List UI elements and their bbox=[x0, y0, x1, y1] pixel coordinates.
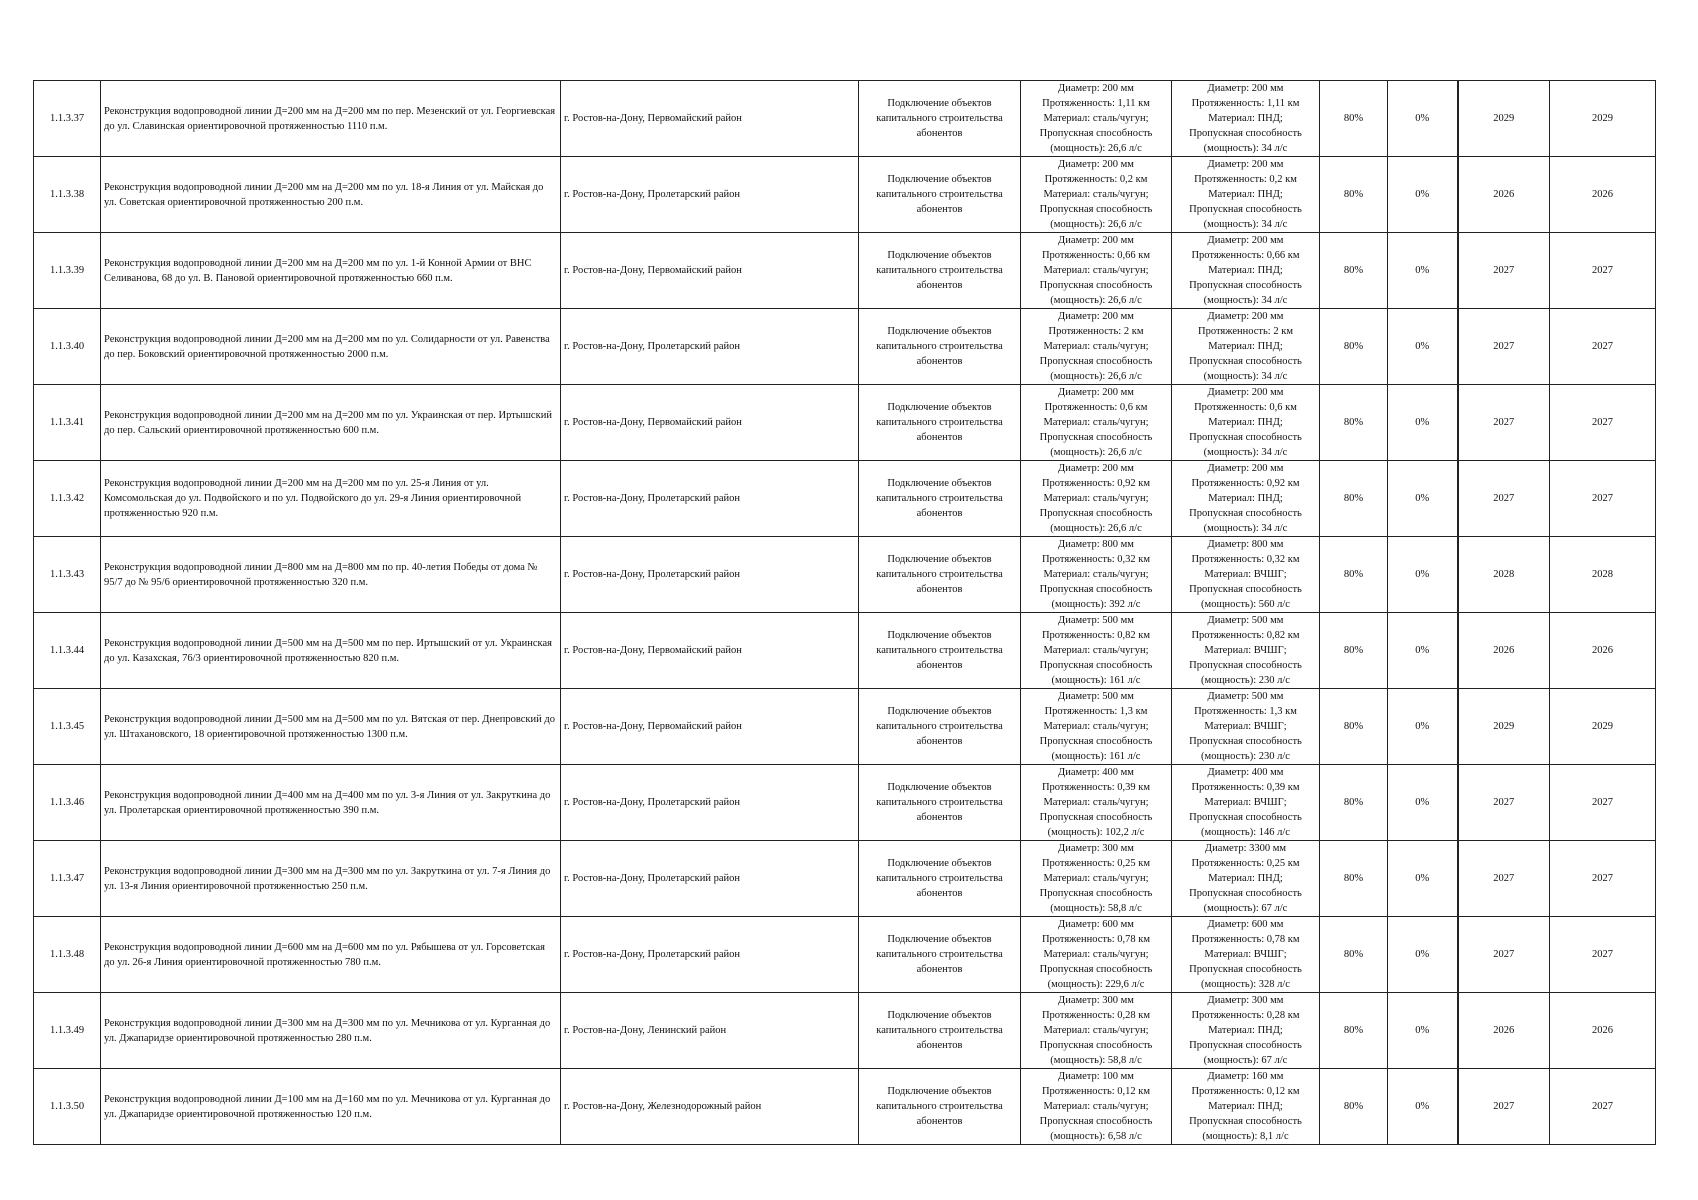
project-purpose: Подключение объектов капитального строительства абонентов bbox=[859, 841, 1021, 917]
spec-before-line: Протяженность: 0,32 км bbox=[1041, 554, 1151, 565]
spec-before-line: (мощность): 392 л/с bbox=[1051, 599, 1141, 610]
spec-before bbox=[1021, 81, 1172, 157]
investment-program-table-sheet bbox=[33, 80, 1655, 1145]
project-purpose: Подключение объектов капитального строительства абонентов bbox=[859, 157, 1021, 233]
project-description: Реконструкция водопроводной линии Д=200 мм на Д=200 мм по ул. Солидарности от ул. Равенства до пер. Боковский ориентировочной протяженностью 2000 п.м. bbox=[101, 309, 561, 385]
project-location: г. Ростов-на-Дону, Первомайский район bbox=[561, 613, 859, 689]
spec-before-line: Пропускная способность bbox=[1039, 660, 1153, 671]
spec-after-line: Диаметр: 800 мм bbox=[1207, 539, 1284, 550]
spec-before-line: Материал: сталь/чугун; bbox=[1043, 797, 1149, 808]
project-description: Реконструкция водопроводной линии Д=200 мм на Д=200 мм по пер. Мезенский от ул. Георгиевская до ул. Славинская ориентировочной протяженностью 1110 п.м. bbox=[101, 81, 561, 157]
table-row bbox=[34, 309, 1656, 385]
spec-after-line: Диаметр: 200 мм bbox=[1207, 159, 1284, 170]
spec-before-line: Диаметр: 300 мм bbox=[1058, 995, 1134, 1006]
table-row bbox=[34, 841, 1656, 917]
spec-after-line: Диаметр: 3300 мм bbox=[1204, 843, 1287, 854]
spec-before-line: Протяженность: 0,28 км bbox=[1041, 1010, 1151, 1021]
spec-after-line: Пропускная способность bbox=[1189, 584, 1302, 595]
percent-2: 0% bbox=[1388, 1069, 1458, 1145]
project-purpose: Подключение объектов капитального строительства абонентов bbox=[859, 613, 1021, 689]
spec-before-line: Протяженность: 0,78 км bbox=[1041, 934, 1151, 945]
spec-after-line: (мощность): 34 л/с bbox=[1203, 143, 1288, 154]
spec-after-line: Пропускная способность bbox=[1189, 660, 1302, 671]
spec-before-line: Материал: сталь/чугун; bbox=[1043, 113, 1149, 124]
percent-1: 80% bbox=[1320, 841, 1388, 917]
spec-after-line: Материал: ПНД; bbox=[1208, 1025, 1283, 1036]
project-description: Реконструкция водопроводной линии Д=500 мм на Д=500 мм по ул. Вятская от пер. Днепровский до ул. Штахановского, 18 ориентировочной протяженностью 1300 п.м. bbox=[101, 689, 561, 765]
spec-before-line: Диаметр: 200 мм bbox=[1058, 159, 1134, 170]
spec-after-line: Пропускная способность bbox=[1189, 432, 1302, 443]
percent-1: 80% bbox=[1320, 537, 1388, 613]
spec-after-line: Пропускная способность bbox=[1189, 1116, 1302, 1127]
spec-after-line: Материал: ВЧШГ; bbox=[1204, 797, 1287, 808]
spec-before-line: Диаметр: 500 мм bbox=[1058, 691, 1134, 702]
year-start: 2027 bbox=[1458, 233, 1550, 309]
spec-after-line: Диаметр: 600 мм bbox=[1207, 919, 1284, 930]
spec-before-line: Протяженность: 0,6 км bbox=[1044, 402, 1148, 413]
spec-after-line: (мощность): 67 л/с bbox=[1203, 903, 1288, 914]
spec-before-line: Диаметр: 300 мм bbox=[1058, 843, 1134, 854]
spec-after-line: Диаметр: 400 мм bbox=[1207, 767, 1284, 778]
spec-before bbox=[1021, 613, 1172, 689]
spec-after-line: Протяженность: 0,25 км bbox=[1191, 858, 1300, 869]
spec-before-line: Диаметр: 800 мм bbox=[1058, 539, 1134, 550]
spec-after-line: Материал: ПНД; bbox=[1208, 493, 1283, 504]
percent-2: 0% bbox=[1388, 689, 1458, 765]
spec-after bbox=[1172, 917, 1320, 993]
percent-1: 80% bbox=[1320, 81, 1388, 157]
spec-before-line: Материал: сталь/чугун; bbox=[1043, 493, 1149, 504]
spec-after-line: Протяженность: 0,78 км bbox=[1191, 934, 1300, 945]
spec-after-line: Пропускная способность bbox=[1189, 356, 1302, 367]
spec-before-line: Пропускная способность bbox=[1039, 584, 1153, 595]
table-row bbox=[34, 613, 1656, 689]
project-purpose: Подключение объектов капитального строительства абонентов bbox=[859, 309, 1021, 385]
spec-after-line: Пропускная способность bbox=[1189, 964, 1302, 975]
spec-before-line: Протяженность: 0,92 км bbox=[1041, 478, 1151, 489]
spec-after-line: Материал: ПНД; bbox=[1208, 265, 1283, 276]
percent-2: 0% bbox=[1388, 993, 1458, 1069]
spec-before-line: Протяженность: 0,39 км bbox=[1041, 782, 1151, 793]
spec-after bbox=[1172, 765, 1320, 841]
project-purpose: Подключение объектов капитального строительства абонентов bbox=[859, 765, 1021, 841]
spec-after-line: Пропускная способность bbox=[1189, 508, 1302, 519]
spec-before-line: Пропускная способность bbox=[1039, 508, 1153, 519]
row-number: 1.1.3.49 bbox=[34, 993, 101, 1069]
project-description: Реконструкция водопроводной линии Д=800 мм на Д=800 мм по пр. 40-летия Победы от дома № 95/7 до № 95/6 ориентировочной протяженностью 320 п.м. bbox=[101, 537, 561, 613]
spec-after-line: Протяженность: 0,12 км bbox=[1191, 1086, 1300, 1097]
year-end: 2027 bbox=[1550, 461, 1656, 537]
spec-before-line: Пропускная способность bbox=[1039, 1116, 1153, 1127]
percent-2: 0% bbox=[1388, 537, 1458, 613]
spec-before-line: (мощность): 161 л/с bbox=[1051, 751, 1141, 762]
spec-before-line: Пропускная способность bbox=[1039, 356, 1153, 367]
year-start: 2027 bbox=[1458, 461, 1550, 537]
percent-1: 80% bbox=[1320, 689, 1388, 765]
row-number: 1.1.3.48 bbox=[34, 917, 101, 993]
spec-after-line: Диаметр: 200 мм bbox=[1207, 311, 1284, 322]
spec-after-line: Материал: ПНД; bbox=[1208, 1101, 1283, 1112]
spec-before bbox=[1021, 309, 1172, 385]
spec-after-line: Материал: ПНД; bbox=[1208, 341, 1283, 352]
project-description: Реконструкция водопроводной линии Д=200 мм на Д=200 мм по ул. 25-я Линия от ул. Комсомольская до ул. Подвойского и по ул. Подвойского до ул. 29-я Линия ориентировочной протяженностью 920 п.м. bbox=[101, 461, 561, 537]
project-description: Реконструкция водопроводной линии Д=400 мм на Д=400 мм по ул. 3-я Линия от ул. Закруткина до ул. Пролетарская ориентировочной протяженностью 390 п.м. bbox=[101, 765, 561, 841]
spec-before-line: (мощность): 58,8 л/с bbox=[1050, 903, 1142, 914]
project-description: Реконструкция водопроводной линии Д=200 мм на Д=200 мм по ул. 1-й Конной Армии от ВНС Селиванова, 68 до ул. В. Пановой ориентировочной протяженностью 660 п.м. bbox=[101, 233, 561, 309]
row-number: 1.1.3.38 bbox=[34, 157, 101, 233]
spec-before-line: Материал: сталь/чугун; bbox=[1043, 1025, 1149, 1036]
spec-after-line: Диаметр: 500 мм bbox=[1207, 615, 1284, 626]
spec-before bbox=[1021, 385, 1172, 461]
project-purpose: Подключение объектов капитального строительства абонентов bbox=[859, 461, 1021, 537]
spec-before-line: Пропускная способность bbox=[1039, 204, 1153, 215]
table-row bbox=[34, 1069, 1656, 1145]
row-number: 1.1.3.40 bbox=[34, 309, 101, 385]
percent-1: 80% bbox=[1320, 233, 1388, 309]
spec-after-line: Материал: ВЧШГ; bbox=[1204, 949, 1287, 960]
row-number: 1.1.3.44 bbox=[34, 613, 101, 689]
spec-after-line: Протяженность: 0,6 км bbox=[1194, 402, 1297, 413]
year-start: 2026 bbox=[1458, 993, 1550, 1069]
spec-before bbox=[1021, 993, 1172, 1069]
spec-after-line: Диаметр: 500 мм bbox=[1207, 691, 1284, 702]
spec-after-line: (мощность): 34 л/с bbox=[1203, 447, 1288, 458]
spec-before bbox=[1021, 461, 1172, 537]
project-description: Реконструкция водопроводной линии Д=100 мм на Д=160 мм по ул. Мечникова от ул. Курганная до ул. Джапаридзе ориентировочной протяженностью 120 п.м. bbox=[101, 1069, 561, 1145]
spec-after-line: Протяженность: 0,28 км bbox=[1191, 1010, 1300, 1021]
percent-1: 80% bbox=[1320, 461, 1388, 537]
year-start: 2029 bbox=[1458, 81, 1550, 157]
project-location: г. Ростов-на-Дону, Первомайский район bbox=[561, 689, 859, 765]
spec-after bbox=[1172, 157, 1320, 233]
project-purpose: Подключение объектов капитального строительства абонентов bbox=[859, 233, 1021, 309]
spec-after-line: Диаметр: 160 мм bbox=[1207, 1071, 1284, 1082]
spec-after-line: Материал: ПНД; bbox=[1208, 189, 1283, 200]
row-number: 1.1.3.37 bbox=[34, 81, 101, 157]
percent-1: 80% bbox=[1320, 1069, 1388, 1145]
spec-before-line: Протяженность: 2 км bbox=[1048, 326, 1144, 337]
year-start: 2027 bbox=[1458, 309, 1550, 385]
year-end: 2028 bbox=[1550, 537, 1656, 613]
table-row bbox=[34, 233, 1656, 309]
spec-after-line: Протяженность: 0,2 км bbox=[1194, 174, 1297, 185]
project-location: г. Ростов-на-Дону, Первомайский район bbox=[561, 81, 859, 157]
spec-before-line: (мощность): 26,6 л/с bbox=[1050, 295, 1142, 306]
spec-after bbox=[1172, 1069, 1320, 1145]
spec-after-line: Пропускная способность bbox=[1189, 280, 1302, 291]
percent-1: 80% bbox=[1320, 613, 1388, 689]
spec-after-line: Протяженность: 0,82 км bbox=[1191, 630, 1300, 641]
percent-1: 80% bbox=[1320, 385, 1388, 461]
spec-after-line: (мощность): 34 л/с bbox=[1203, 523, 1288, 534]
year-end: 2026 bbox=[1550, 613, 1656, 689]
percent-2: 0% bbox=[1388, 917, 1458, 993]
percent-2: 0% bbox=[1388, 157, 1458, 233]
spec-after-line: Пропускная способность bbox=[1189, 204, 1302, 215]
spec-before-line: Диаметр: 600 мм bbox=[1058, 919, 1134, 930]
spec-before-line: Пропускная способность bbox=[1039, 888, 1153, 899]
year-start: 2027 bbox=[1458, 1069, 1550, 1145]
table-row bbox=[34, 917, 1656, 993]
percent-2: 0% bbox=[1388, 309, 1458, 385]
table-row bbox=[34, 385, 1656, 461]
spec-before bbox=[1021, 233, 1172, 309]
percent-2: 0% bbox=[1388, 613, 1458, 689]
project-location: г. Ростов-на-Дону, Ленинский район bbox=[561, 993, 859, 1069]
spec-after-line: (мощность): 230 л/с bbox=[1201, 675, 1290, 686]
spec-after-line: Материал: ВЧШГ; bbox=[1204, 721, 1287, 732]
spec-after-line: Материал: ПНД; bbox=[1208, 873, 1283, 884]
table-row bbox=[34, 993, 1656, 1069]
spec-after-line: (мощность): 560 л/с bbox=[1201, 599, 1290, 610]
spec-before-line: (мощность): 26,6 л/с bbox=[1050, 523, 1142, 534]
spec-before-line: Пропускная способность bbox=[1039, 1040, 1153, 1051]
year-start: 2027 bbox=[1458, 385, 1550, 461]
percent-1: 80% bbox=[1320, 157, 1388, 233]
spec-after bbox=[1172, 993, 1320, 1069]
percent-1: 80% bbox=[1320, 309, 1388, 385]
project-location: г. Ростов-на-Дону, Первомайский район bbox=[561, 385, 859, 461]
spec-after-line: Материал: ПНД; bbox=[1208, 113, 1283, 124]
spec-after-line: Диаметр: 200 мм bbox=[1207, 387, 1284, 398]
spec-before-line: Материал: сталь/чугун; bbox=[1043, 265, 1149, 276]
spec-before-line: (мощность): 161 л/с bbox=[1051, 675, 1141, 686]
year-start: 2029 bbox=[1458, 689, 1550, 765]
spec-before-line: Материал: сталь/чугун; bbox=[1043, 873, 1149, 884]
spec-after bbox=[1172, 613, 1320, 689]
percent-2: 0% bbox=[1388, 81, 1458, 157]
project-purpose: Подключение объектов капитального строительства абонентов bbox=[859, 689, 1021, 765]
table-row bbox=[34, 765, 1656, 841]
year-start: 2026 bbox=[1458, 613, 1550, 689]
spec-before-line: Материал: сталь/чугун; bbox=[1043, 1101, 1149, 1112]
spec-after-line: Пропускная способность bbox=[1189, 888, 1302, 899]
spec-after bbox=[1172, 233, 1320, 309]
project-description: Реконструкция водопроводной линии Д=300 мм на Д=300 мм по ул. Мечникова от ул. Курганная до ул. Джапаридзе ориентировочной протяженностью 280 п.м. bbox=[101, 993, 561, 1069]
projects-table bbox=[33, 80, 1656, 1145]
table-row bbox=[34, 461, 1656, 537]
spec-before-line: Диаметр: 200 мм bbox=[1058, 311, 1134, 322]
project-location: г. Ростов-на-Дону, Пролетарский район bbox=[561, 765, 859, 841]
project-description: Реконструкция водопроводной линии Д=200 мм на Д=200 мм по ул. Украинская от пер. Иртышский до пер. Сальский ориентировочной протяженностью 600 п.м. bbox=[101, 385, 561, 461]
spec-before-line: (мощность): 26,6 л/с bbox=[1050, 143, 1142, 154]
percent-2: 0% bbox=[1388, 461, 1458, 537]
percent-2: 0% bbox=[1388, 385, 1458, 461]
year-end: 2027 bbox=[1550, 917, 1656, 993]
spec-before-line: Диаметр: 100 мм bbox=[1058, 1071, 1134, 1082]
spec-after-line: (мощность): 328 л/с bbox=[1201, 979, 1290, 990]
row-number: 1.1.3.47 bbox=[34, 841, 101, 917]
year-start: 2027 bbox=[1458, 917, 1550, 993]
spec-after-line: Пропускная способность bbox=[1189, 128, 1302, 139]
spec-after-line: Диаметр: 200 мм bbox=[1207, 235, 1284, 246]
spec-before-line: Протяженность: 0,2 км bbox=[1044, 174, 1148, 185]
spec-after-line: Протяженность: 0,92 км bbox=[1191, 478, 1300, 489]
spec-after bbox=[1172, 309, 1320, 385]
percent-2: 0% bbox=[1388, 765, 1458, 841]
spec-after-line: Материал: ПНД; bbox=[1208, 417, 1283, 428]
percent-1: 80% bbox=[1320, 765, 1388, 841]
year-end: 2027 bbox=[1550, 841, 1656, 917]
project-location: г. Ростов-на-Дону, Пролетарский район bbox=[561, 157, 859, 233]
year-start: 2027 bbox=[1458, 841, 1550, 917]
project-purpose: Подключение объектов капитального строительства абонентов bbox=[859, 385, 1021, 461]
spec-before-line: Протяженность: 0,12 км bbox=[1041, 1086, 1151, 1097]
year-start: 2027 bbox=[1458, 765, 1550, 841]
spec-before-line: Диаметр: 200 мм bbox=[1058, 83, 1134, 94]
project-location: г. Ростов-на-Дону, Пролетарский район bbox=[561, 917, 859, 993]
spec-after-line: Пропускная способность bbox=[1189, 812, 1302, 823]
spec-before-line: Диаметр: 200 мм bbox=[1058, 463, 1134, 474]
year-end: 2027 bbox=[1550, 385, 1656, 461]
spec-before bbox=[1021, 537, 1172, 613]
spec-before-line: Материал: сталь/чугун; bbox=[1043, 417, 1149, 428]
project-purpose: Подключение объектов капитального строительства абонентов bbox=[859, 993, 1021, 1069]
spec-before-line: (мощность): 6,58 л/с bbox=[1050, 1131, 1142, 1142]
project-location: г. Ростов-на-Дону, Пролетарский район bbox=[561, 309, 859, 385]
spec-before bbox=[1021, 157, 1172, 233]
percent-1: 80% bbox=[1320, 917, 1388, 993]
project-location: г. Ростов-на-Дону, Железнодорожный район bbox=[561, 1069, 859, 1145]
spec-after-line: Протяженность: 0,66 км bbox=[1191, 250, 1300, 261]
project-description: Реконструкция водопроводной линии Д=500 мм на Д=500 мм по пер. Иртышский от ул. Украинская до ул. Казахская, 76/3 ориентировочной протяженностью 820 п.м. bbox=[101, 613, 561, 689]
spec-before bbox=[1021, 765, 1172, 841]
year-end: 2027 bbox=[1550, 765, 1656, 841]
project-description: Реконструкция водопроводной линии Д=600 мм на Д=600 мм по ул. Рябышева от ул. Горсоветская до ул. 26-я Линия ориентировочной протяженностью 780 п.м. bbox=[101, 917, 561, 993]
spec-before-line: Пропускная способность bbox=[1039, 128, 1153, 139]
table-row bbox=[34, 157, 1656, 233]
percent-1: 80% bbox=[1320, 993, 1388, 1069]
year-end: 2026 bbox=[1550, 993, 1656, 1069]
project-location: г. Ростов-на-Дону, Пролетарский район bbox=[561, 537, 859, 613]
spec-after bbox=[1172, 385, 1320, 461]
spec-after-line: (мощность): 8,1 л/с bbox=[1202, 1131, 1289, 1142]
project-purpose: Подключение объектов капитального строительства абонентов bbox=[859, 81, 1021, 157]
spec-before-line: Протяженность: 1,11 км bbox=[1042, 98, 1150, 109]
spec-before-line: Материал: сталь/чугун; bbox=[1043, 645, 1149, 656]
row-number: 1.1.3.50 bbox=[34, 1069, 101, 1145]
spec-after-line: (мощность): 34 л/с bbox=[1203, 295, 1288, 306]
project-description: Реконструкция водопроводной линии Д=200 мм на Д=200 мм по ул. 18-я Линия от ул. Майская до ул. Советская ориентировочной протяженностью 200 п.м. bbox=[101, 157, 561, 233]
spec-before-line: Диаметр: 200 мм bbox=[1058, 235, 1134, 246]
year-end: 2027 bbox=[1550, 309, 1656, 385]
spec-before-line: Пропускная способность bbox=[1039, 964, 1153, 975]
year-end: 2026 bbox=[1550, 157, 1656, 233]
project-location: г. Ростов-на-Дону, Пролетарский район bbox=[561, 461, 859, 537]
spec-before-line: Пропускная способность bbox=[1039, 812, 1153, 823]
spec-before-line: Пропускная способность bbox=[1039, 736, 1153, 747]
spec-after-line: Материал: ВЧШГ; bbox=[1204, 569, 1287, 580]
spec-before-line: Протяженность: 0,25 км bbox=[1041, 858, 1151, 869]
project-location: г. Ростов-на-Дону, Первомайский район bbox=[561, 233, 859, 309]
spec-before-line: (мощность): 229,6 л/с bbox=[1047, 979, 1145, 990]
table-row bbox=[34, 537, 1656, 613]
table-row bbox=[34, 689, 1656, 765]
spec-after-line: (мощность): 230 л/с bbox=[1201, 751, 1290, 762]
spec-after-line: Пропускная способность bbox=[1189, 1040, 1302, 1051]
spec-before-line: Материал: сталь/чугун; bbox=[1043, 341, 1149, 352]
row-number: 1.1.3.41 bbox=[34, 385, 101, 461]
spec-after-line: Диаметр: 200 мм bbox=[1207, 83, 1284, 94]
spec-before-line: (мощность): 26,6 л/с bbox=[1050, 371, 1142, 382]
spec-before-line: Материал: сталь/чугун; bbox=[1043, 569, 1149, 580]
row-number: 1.1.3.43 bbox=[34, 537, 101, 613]
spec-before-line: Пропускная способность bbox=[1039, 432, 1153, 443]
spec-after-line: Протяженность: 2 км bbox=[1198, 326, 1293, 337]
spec-after bbox=[1172, 841, 1320, 917]
spec-before-line: Материал: сталь/чугун; bbox=[1043, 949, 1149, 960]
year-start: 2028 bbox=[1458, 537, 1550, 613]
spec-after-line: Материал: ВЧШГ; bbox=[1204, 645, 1287, 656]
row-number: 1.1.3.42 bbox=[34, 461, 101, 537]
spec-after bbox=[1172, 461, 1320, 537]
spec-before-line: Диаметр: 500 мм bbox=[1058, 615, 1134, 626]
spec-after bbox=[1172, 689, 1320, 765]
spec-before-line: Пропускная способность bbox=[1039, 280, 1153, 291]
row-number: 1.1.3.39 bbox=[34, 233, 101, 309]
project-location: г. Ростов-на-Дону, Пролетарский район bbox=[561, 841, 859, 917]
spec-before-line: (мощность): 26,6 л/с bbox=[1050, 447, 1142, 458]
percent-2: 0% bbox=[1388, 233, 1458, 309]
spec-before-line: Диаметр: 200 мм bbox=[1058, 387, 1134, 398]
spec-before-line: Протяженность: 1,3 км bbox=[1044, 706, 1148, 717]
year-end: 2027 bbox=[1550, 1069, 1656, 1145]
project-description: Реконструкция водопроводной линии Д=300 мм на Д=300 мм по ул. Закруткина от ул. 7-я Линия до ул. 13-я Линия ориентировочной протяженностью 250 п.м. bbox=[101, 841, 561, 917]
spec-after-line: Протяженность: 0,39 км bbox=[1191, 782, 1300, 793]
spec-after-line: Протяженность: 1,3 км bbox=[1194, 706, 1297, 717]
spec-after-line: (мощность): 34 л/с bbox=[1203, 371, 1288, 382]
row-number: 1.1.3.45 bbox=[34, 689, 101, 765]
spec-before-line: (мощность): 102,2 л/с bbox=[1047, 827, 1145, 838]
spec-after-line: Протяженность: 1,11 км bbox=[1191, 98, 1300, 109]
spec-after bbox=[1172, 537, 1320, 613]
project-purpose: Подключение объектов капитального строительства абонентов bbox=[859, 1069, 1021, 1145]
year-end: 2029 bbox=[1550, 81, 1656, 157]
spec-before-line: (мощность): 58,8 л/с bbox=[1050, 1055, 1142, 1066]
spec-before-line: Материал: сталь/чугун; bbox=[1043, 721, 1149, 732]
row-number: 1.1.3.46 bbox=[34, 765, 101, 841]
spec-before-line: Протяженность: 0,82 км bbox=[1041, 630, 1151, 641]
spec-after-line: Диаметр: 200 мм bbox=[1207, 463, 1284, 474]
spec-before-line: Диаметр: 400 мм bbox=[1058, 767, 1134, 778]
spec-before bbox=[1021, 917, 1172, 993]
spec-after-line: (мощность): 67 л/с bbox=[1203, 1055, 1288, 1066]
table-row bbox=[34, 81, 1656, 157]
spec-after-line: Протяженность: 0,32 км bbox=[1191, 554, 1300, 565]
spec-before bbox=[1021, 689, 1172, 765]
year-end: 2029 bbox=[1550, 689, 1656, 765]
spec-after-line: (мощность): 34 л/с bbox=[1203, 219, 1288, 230]
spec-before-line: Материал: сталь/чугун; bbox=[1043, 189, 1149, 200]
spec-after-line: Пропускная способность bbox=[1189, 736, 1302, 747]
spec-after bbox=[1172, 81, 1320, 157]
spec-after-line: Диаметр: 300 мм bbox=[1207, 995, 1284, 1006]
spec-after-line: (мощность): 146 л/с bbox=[1201, 827, 1290, 838]
spec-before-line: Протяженность: 0,66 км bbox=[1041, 250, 1151, 261]
percent-2: 0% bbox=[1388, 841, 1458, 917]
year-start: 2026 bbox=[1458, 157, 1550, 233]
spec-before bbox=[1021, 1069, 1172, 1145]
spec-before-line: (мощность): 26,6 л/с bbox=[1050, 219, 1142, 230]
project-purpose: Подключение объектов капитального строительства абонентов bbox=[859, 917, 1021, 993]
year-end: 2027 bbox=[1550, 233, 1656, 309]
spec-before bbox=[1021, 841, 1172, 917]
project-purpose: Подключение объектов капитального строительства абонентов bbox=[859, 537, 1021, 613]
